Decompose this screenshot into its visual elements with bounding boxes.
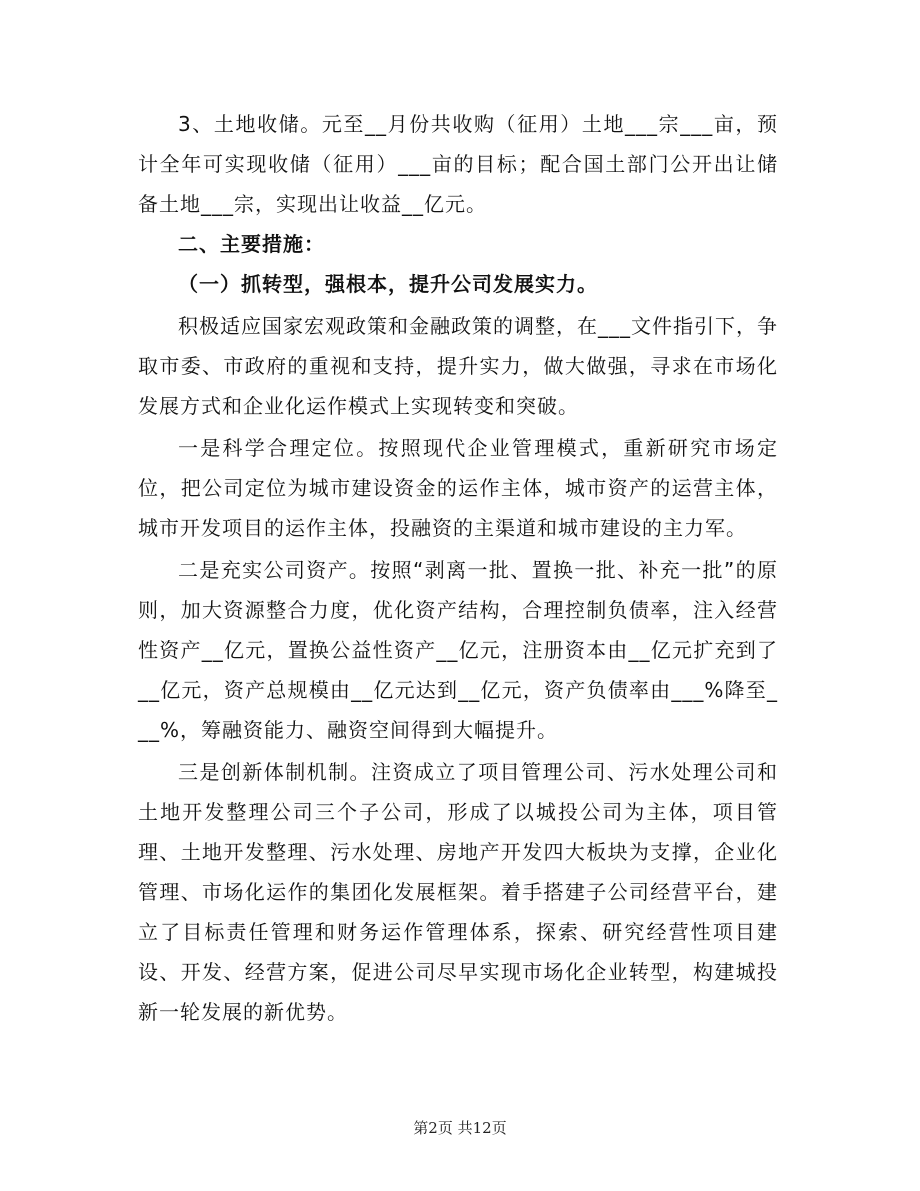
paragraph-policy-adaptation: 积极适应国家宏观政策和金融政策的调整，在___文件指引下，争取市委、市政府的重视和支持，提升实力，做大做强，寻求在市场化发展方式和企业化运作模式上实现转变和突破。: [138, 314, 778, 418]
paragraph-assets: 二是充实公司资产。按照“剥离一批、置换一批、补充一批”的原则，加大资源整合力度，优化资产结构，合理控制负债率，注入经营性资产__亿元，置换公益性资产__亿元，注册资本由__亿元扩充到了__亿元，资产总规模由__亿元达到__亿元，资产负债率由___%降至___%，筹融资能力、融资空间得到大幅提升。: [138, 558, 778, 742]
page-number-footer: 第2页 共12页: [413, 1119, 507, 1137]
section-heading-main-measures: 二、主要措施：: [178, 232, 325, 256]
paragraph-land-reserve: 3、土地收储。元至__月份共收购（征用）土地___宗___亩，预计全年可实现收储（征用）___亩的目标；配合国土部门公开出让储备土地___宗，实现出让收益__亿元。: [138, 112, 778, 216]
document-body: [138, 104, 778, 1032]
paragraph-mechanism-innovation: 三是创新体制机制。注资成立了项目管理公司、污水处理公司和土地开发整理公司三个子公司，形成了以城投公司为主体，项目管理、土地开发整理、污水处理、房地产开发四大板块为支撑，企业化管理、市场化运作的集团化发展框架。着手搭建子公司经营平台，建立了目标责任管理和财务运作管理体系，探索、研究经营性项目建设、开发、经营方案，促进公司尽早实现市场化企业转型，构建城投新一轮发展的新优势。: [138, 760, 778, 1024]
subsection-heading-transformation: （一）抓转型，强根本，提升公司发展实力。: [178, 272, 598, 296]
paragraph-positioning: 一是科学合理定位。按照现代企业管理模式，重新研究市场定位，把公司定位为城市建设资金的运作主体，城市资产的运营主体，城市开发项目的运作主体，投融资的主渠道和城市建设的主力军。: [138, 436, 778, 540]
